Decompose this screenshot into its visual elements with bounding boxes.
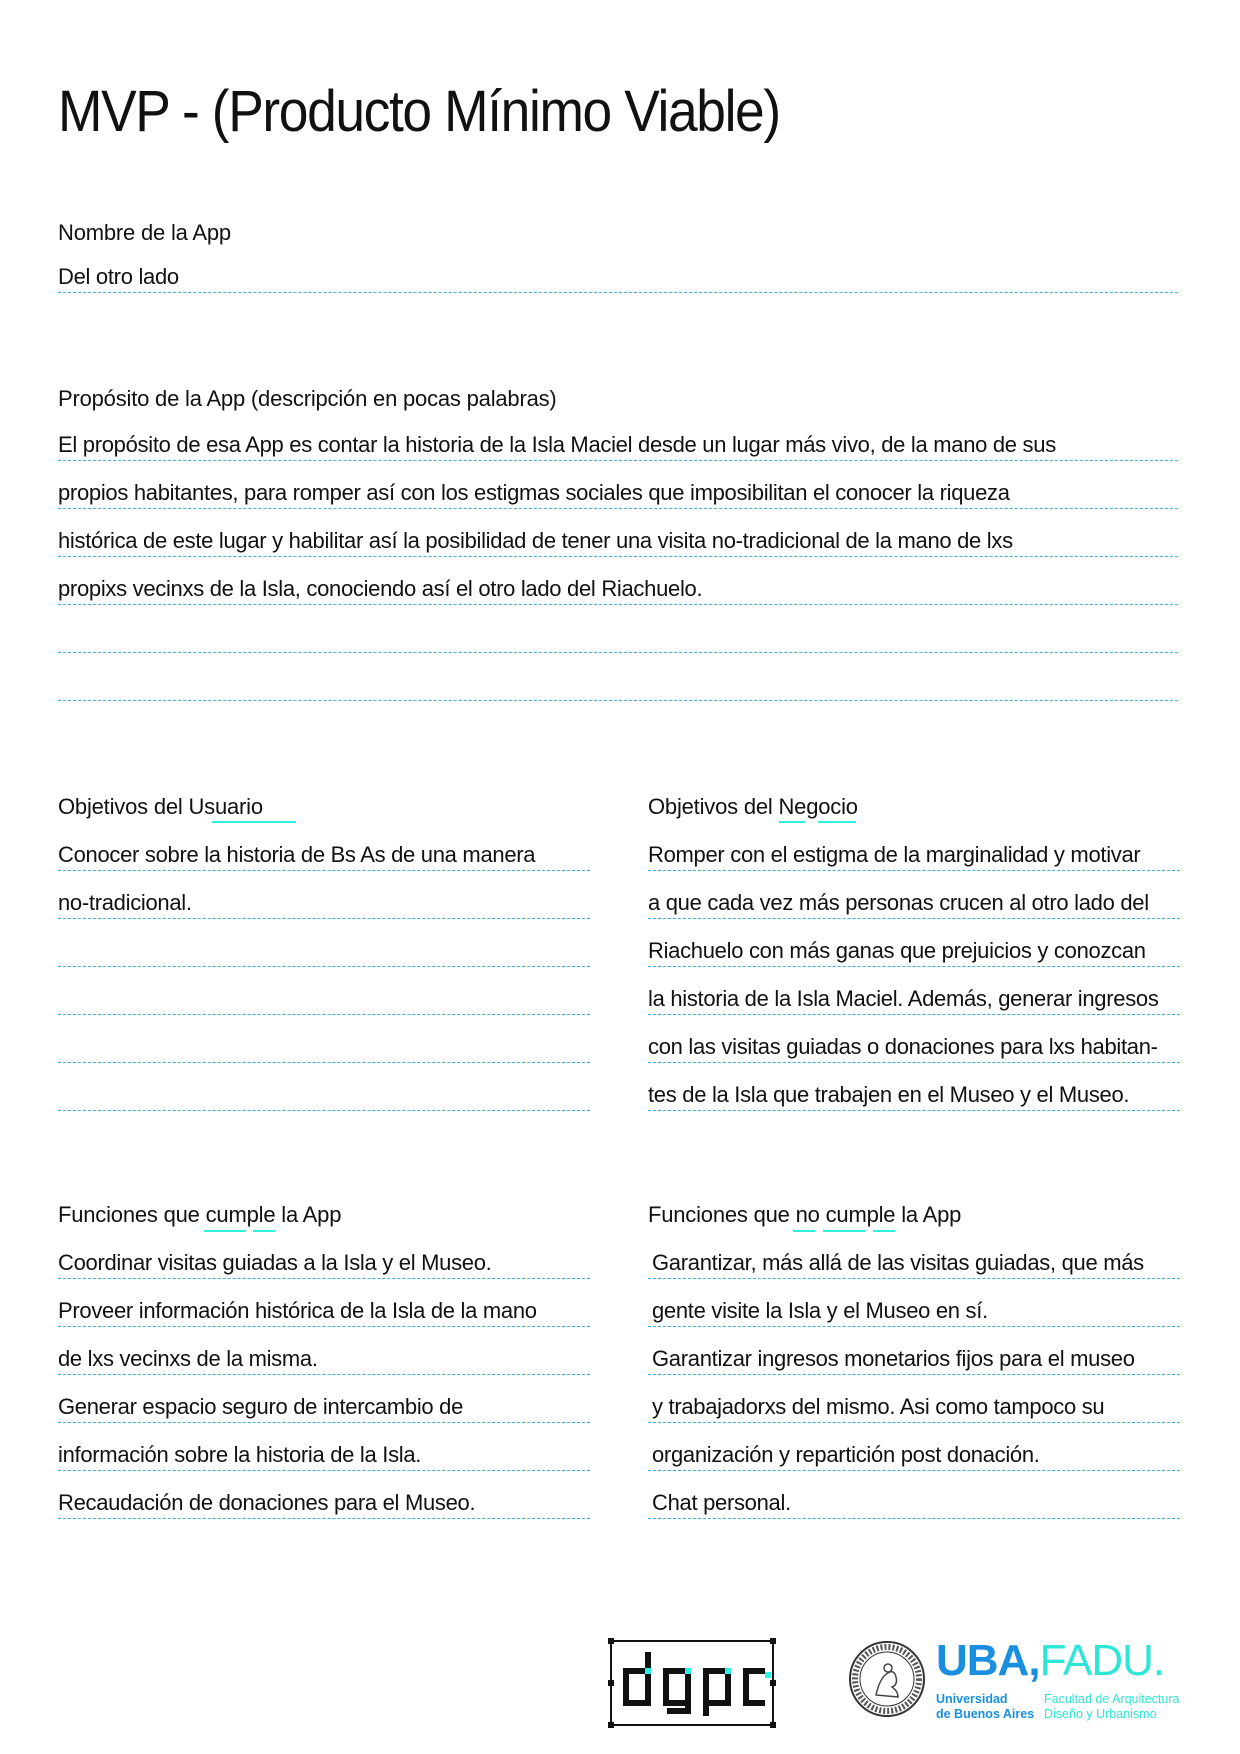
business-goals-line[interactable]: tes de la Isla que trabajen en el Museo y el Museo. (648, 1080, 1180, 1111)
functions-no-line[interactable]: Garantizar ingresos monetarios fijos para el museo (648, 1344, 1180, 1375)
purpose-line[interactable] (58, 670, 1178, 701)
app-name-label: Nombre de la App (58, 220, 231, 245)
business-goals-line[interactable]: la historia de la Isla Maciel. Además, generar ingresos (648, 984, 1180, 1015)
user-goals-line[interactable]: no-tradicional. (58, 888, 590, 919)
functions-yes-label: Funciones que cumple la App (58, 1202, 342, 1227)
functions-yes-line[interactable]: información sobre la historia de la Isla. (58, 1440, 590, 1471)
highlight-mark (873, 1230, 895, 1232)
uba-subtitle-line: de Buenos Aires (936, 1707, 1035, 1721)
business-goals-line[interactable]: a que cada vez más personas crucen al otro lado del (648, 888, 1180, 919)
functions-no-line[interactable]: y trabajadorxs del mismo. Asi como tampoco su (648, 1392, 1180, 1423)
highlight-mark (204, 1230, 246, 1232)
functions-no-line[interactable]: Garantizar, más allá de las visitas guiadas, que más (648, 1248, 1180, 1279)
user-goals-line[interactable] (58, 1032, 590, 1063)
fadu-subtitle-line: Diseño y Urbanismo (1044, 1707, 1157, 1721)
highlight-mark (823, 1230, 865, 1232)
functions-no-line[interactable]: Chat personal. (648, 1488, 1180, 1519)
functions-yes-line[interactable]: Proveer información histórica de la Isla de la mano (58, 1296, 590, 1327)
user-goals-line[interactable] (58, 984, 590, 1015)
purpose-line[interactable]: histórica de este lugar y habilitar así la posibilidad de tener una visita no-tradicional de la mano de lxs (58, 526, 1178, 557)
functions-yes-line[interactable]: Coordinar visitas guiadas a la Isla y el Museo. (58, 1248, 590, 1279)
business-goals-line[interactable]: Riachuelo con más ganas que prejuicios y conozcan (648, 936, 1180, 967)
app-name-field[interactable]: Del otro lado (58, 262, 1178, 293)
functions-yes-line[interactable]: de lxs vecinxs de la misma. (58, 1344, 590, 1375)
functions-no-line[interactable]: gente visite la Isla y el Museo en sí. (648, 1296, 1180, 1327)
business-goals-line[interactable]: con las visitas guiadas o donaciones para lxs habitan- (648, 1032, 1180, 1063)
purpose-line[interactable]: propixs vecinxs de la Isla, conociendo así el otro lado del Riachuelo. (58, 574, 1178, 605)
purpose-line[interactable]: El propósito de esa App es contar la historia de la Isla Maciel desde un lugar más vivo, de la mano de sus (58, 430, 1178, 461)
highlight-mark (818, 821, 856, 823)
functions-no-label: Funciones que no cumple la App (648, 1202, 962, 1227)
user-goals-line[interactable]: Conocer sobre la historia de Bs As de una manera (58, 840, 590, 871)
fadu-text: FADU. (1039, 1636, 1165, 1685)
uba-subtitle (936, 1692, 1034, 1722)
purpose-label: Propósito de la App (descripción en pocas palabras) (58, 386, 557, 411)
business-goals-line[interactable]: Romper con el estigma de la marginalidad y motivar (648, 840, 1180, 871)
user-goals-line[interactable] (58, 936, 590, 967)
purpose-line[interactable]: propios habitantes, para romper así con los estigmas sociales que imposibilitan el conocer la riqueza (58, 478, 1178, 509)
fadu-subtitle (1044, 1692, 1180, 1722)
fadu-subtitle-line: Facultad de Arquitectura (1044, 1692, 1180, 1706)
business-goals-label: Objetivos del Negocio (648, 794, 858, 819)
uba-fadu-wordmark (936, 1636, 1164, 1686)
user-goals-label: Objetivos del Usuario (58, 794, 263, 819)
dgpc-logo (608, 1636, 778, 1730)
functions-yes-line[interactable]: Recaudación de donaciones para el Museo. (58, 1488, 590, 1519)
page-title: MVP - (Producto Mínimo Viable) (58, 79, 780, 144)
uba-seal-logo (848, 1640, 926, 1718)
highlight-mark (253, 1230, 275, 1232)
highlight-mark (212, 821, 296, 823)
highlight-mark (779, 821, 805, 823)
purpose-line[interactable] (58, 622, 1178, 653)
uba-subtitle-line: Universidad (936, 1692, 1008, 1706)
highlight-mark (793, 1230, 815, 1232)
functions-no-line[interactable]: organización y repartición post donación. (648, 1440, 1180, 1471)
functions-yes-line[interactable]: Generar espacio seguro de intercambio de (58, 1392, 590, 1423)
user-goals-line[interactable] (58, 1080, 590, 1111)
uba-text: UBA, (936, 1636, 1040, 1685)
